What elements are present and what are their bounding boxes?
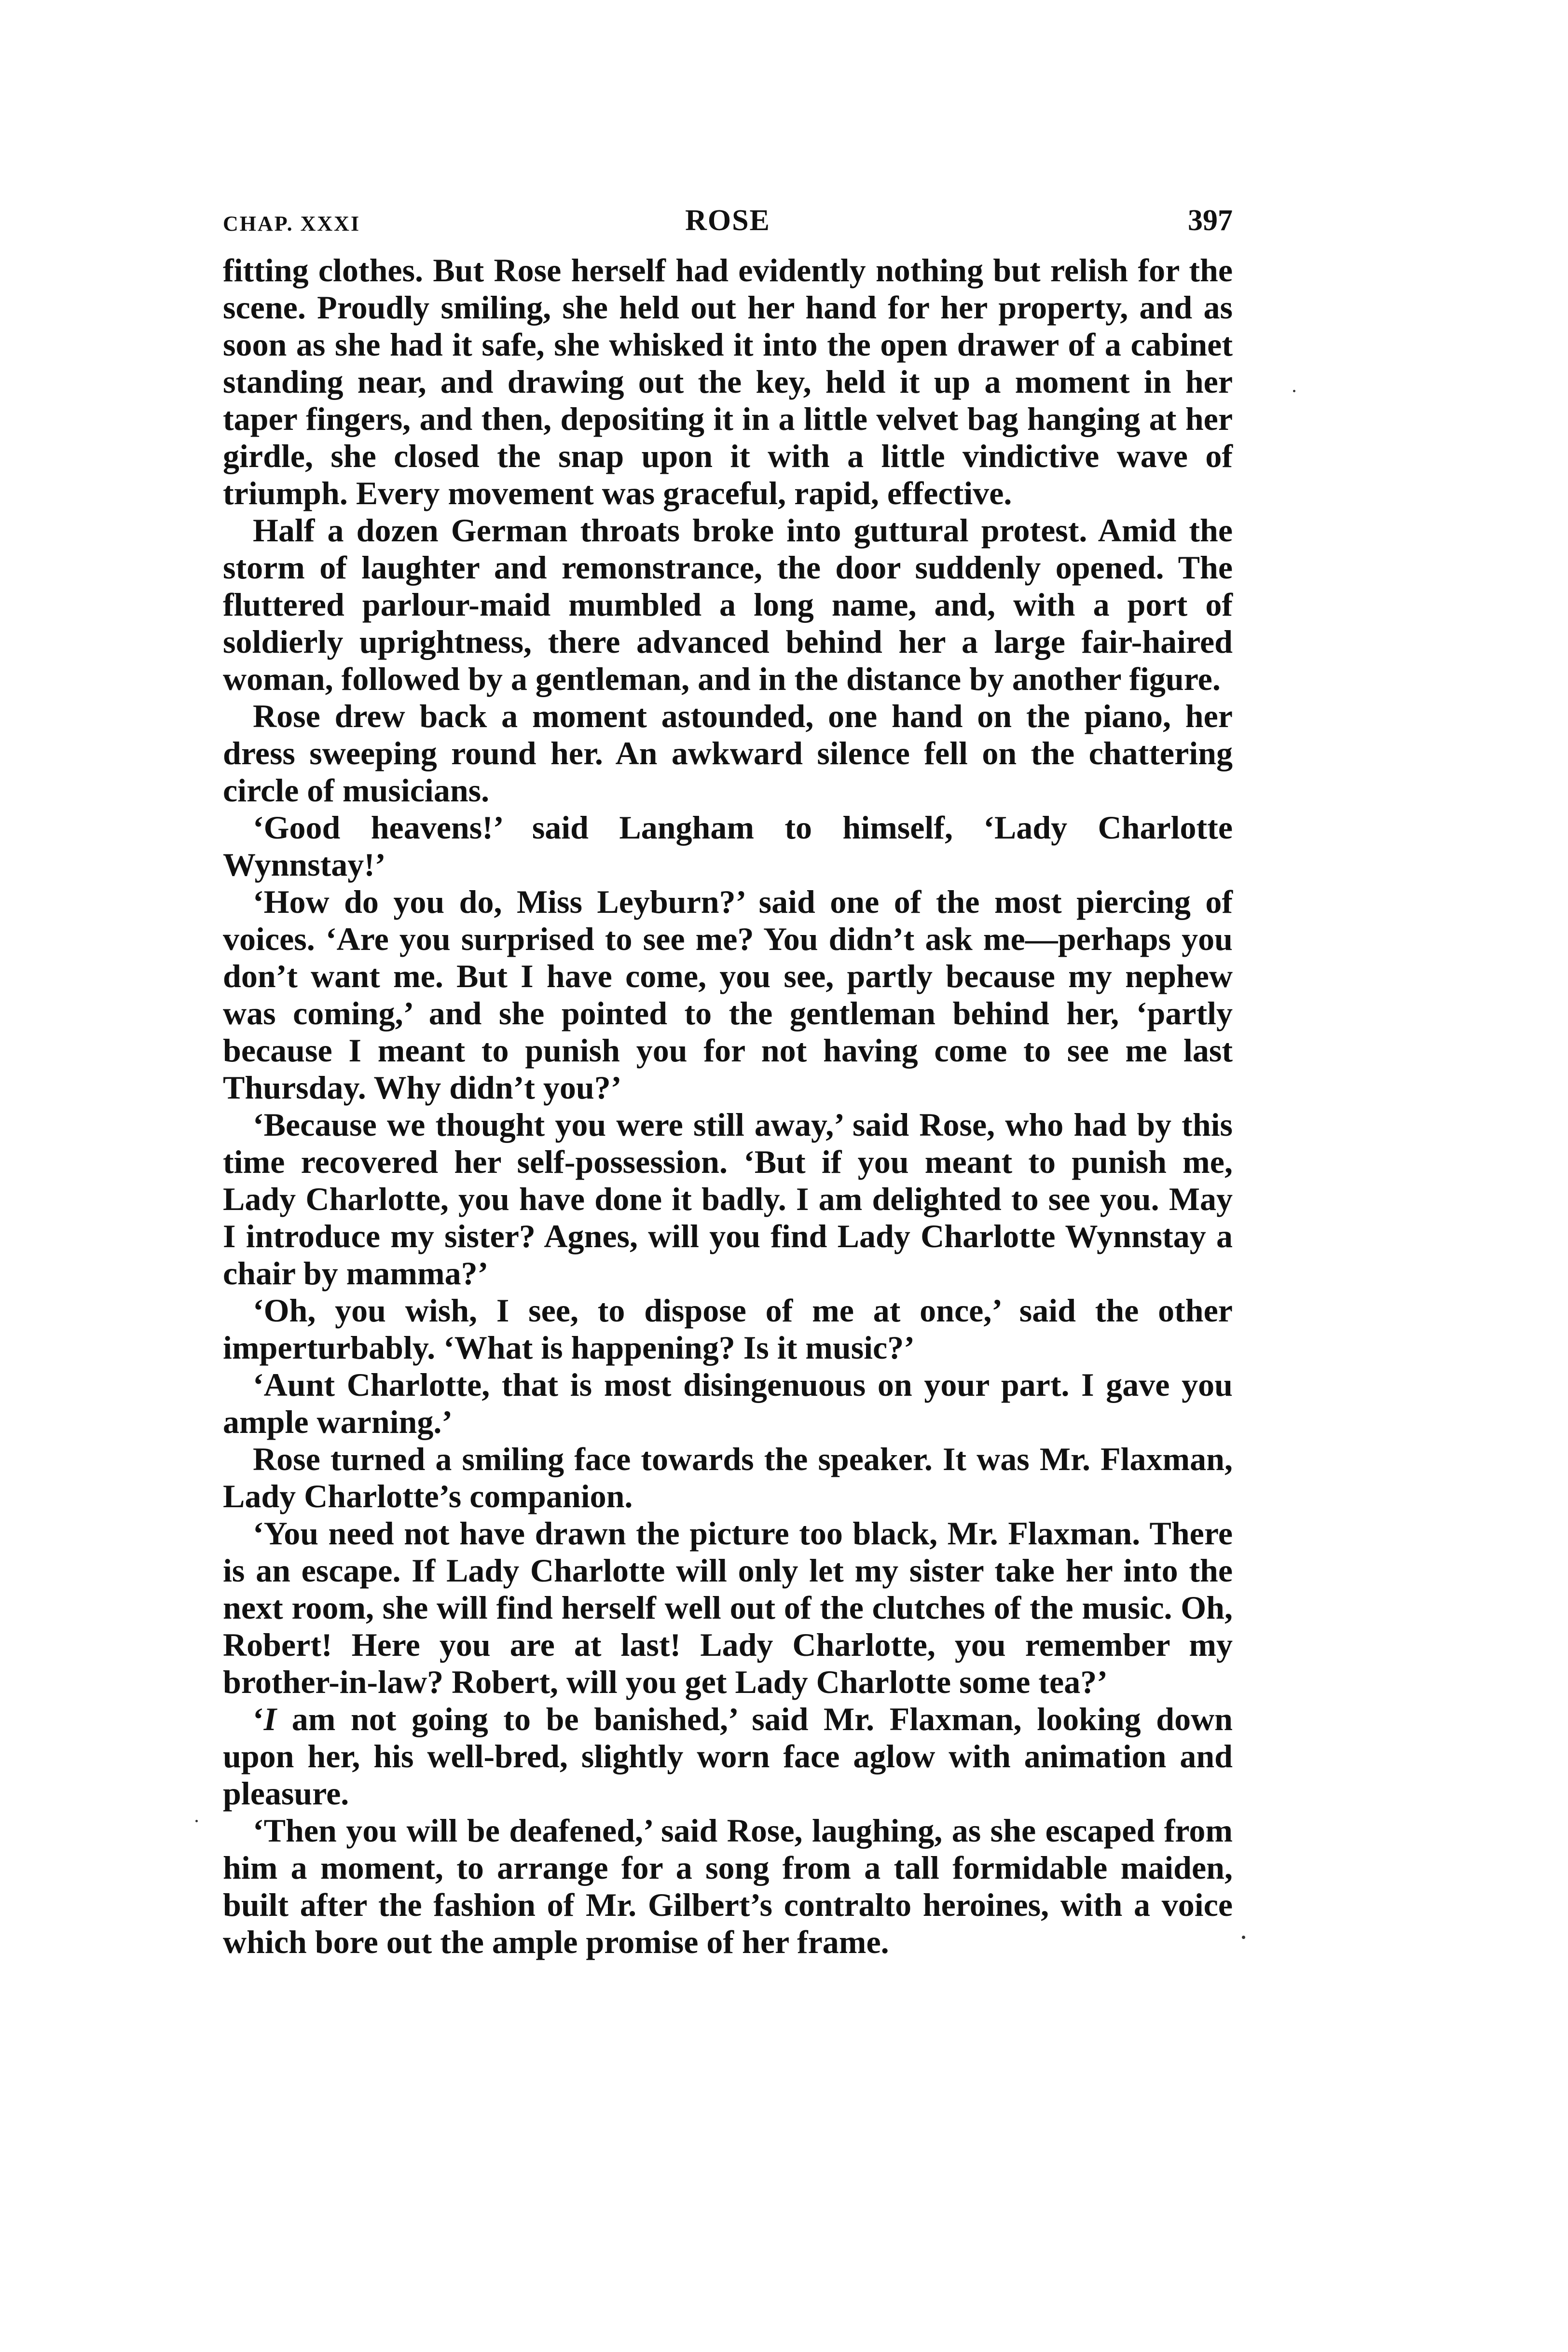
paragraph-5: ‘How do you do, Miss Leyburn?’ said one of the most piercing of voices. ‘Are you surprised to see me? You didn’t ask me—perhaps you don’t want me. But I have come, you see, partly because my nephew was coming,’ and she pointed to the gentleman behind her, ‘partly because I meant to punish you for not having come to see me last Thursday. Why didn’t you?’: [223, 883, 1233, 1106]
paragraph-2: Half a dozen German throats broke into guttural protest. Amid the storm of laughter and remonstrance, the door suddenly opened. The fluttered parlour-maid mumbled a long name, and, with a port of soldierly uprightness, there advanced behind her a large fair-haired woman, followed by a gentleman, and in the distance by another figure.: [223, 512, 1233, 697]
paragraph-12: ‘Then you will be deafened,’ said Rose, laughing, as she escaped from him a moment, to arrange for a song from a tall formidable maiden, built after the fashion of Mr. Gilbert’s contralto heroines, with a voice which bore out the ample promise of her frame.: [223, 1812, 1233, 1960]
paragraph-4: ‘Good heavens!’ said Langham to himself, ‘Lady Charlotte Wynnstay!’: [223, 809, 1233, 883]
paragraph-6: ‘Because we thought you were still away,’ said Rose, who had by this time recovered her self-possession. ‘But if you meant to punish me, Lady Charlotte, you have done it badly. I am delighted to see you. May I introduce my sister? Agnes, will you find Lady Charlotte Wynnstay a chair by mamma?’: [223, 1106, 1233, 1292]
paragraph-9: Rose turned a smiling face towards the speaker. It was Mr. Flaxman, Lady Charlotte’s companion.: [223, 1441, 1233, 1514]
paragraph-7: ‘Oh, you wish, I see, to dispose of me at once,’ said the other imperturbably. ‘What is happening? Is it music?’: [223, 1292, 1233, 1366]
paragraph-11-quote-mark: ‘: [253, 1701, 264, 1737]
chapter-label: CHAP. XXXI: [223, 212, 361, 235]
ink-speck: [195, 1820, 198, 1822]
ink-speck: [1242, 1936, 1245, 1939]
paragraph-11-italic-lead: I: [263, 1701, 277, 1737]
running-title: ROSE: [685, 204, 770, 237]
page-number: 397: [1188, 204, 1233, 237]
running-head: [223, 202, 1233, 245]
paragraph-1: fitting clothes. But Rose herself had evidently nothing but relish for the scene. Proudly smiling, she held out her hand for her property, and as soon as she had it safe, she whisked it into the open drawer of a cabinet standing near, and drawing out the key, held it up a moment in her taper fingers, and then, depositing it in a little velvet bag hanging at her girdle, she closed the snap upon it with a little vindictive wave of triumph. Every movement was graceful, rapid, effective.: [223, 252, 1233, 511]
paragraph-8: ‘Aunt Charlotte, that is most disingenuous on your part. I gave you ample warning.’: [223, 1366, 1233, 1440]
paragraph-11-text: am not going to be banished,’ said Mr. Flaxman, looking down upon her, his well-bred, slightly worn face aglow with animation and pleasure.: [223, 1701, 1233, 1812]
paragraph-11: [223, 1701, 1233, 1812]
body-text: [223, 252, 1233, 1961]
ink-speck: [1293, 390, 1295, 392]
paragraph-10: ‘You need not have drawn the picture too black, Mr. Flaxman. There is an escape. If Lady Charlotte will only let my sister take her into the next room, she will find herself well out of the clutches of the music. Oh, Robert! Here you are at last! Lady Charlotte, you remember my brother-in-law? Robert, will you get Lady Charlotte some tea?’: [223, 1515, 1233, 1700]
paragraph-3: Rose drew back a moment astounded, one hand on the piano, her dress sweeping round her. An awkward silence fell on the chattering circle of musicians.: [223, 698, 1233, 809]
